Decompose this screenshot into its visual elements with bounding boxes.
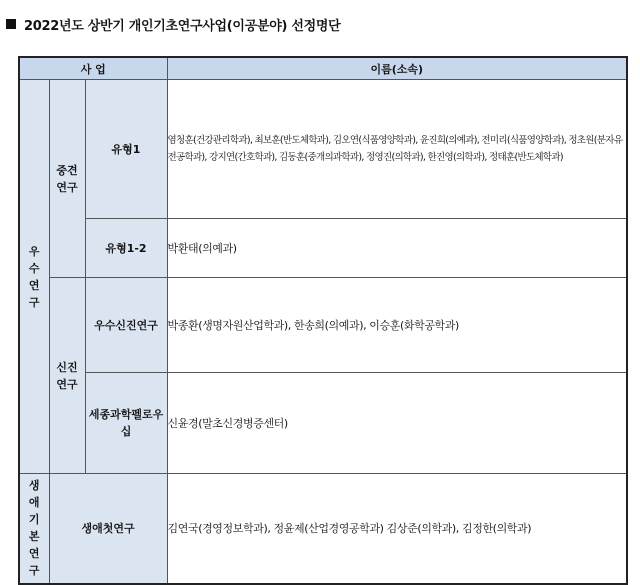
excellent-new-names: 박종환(생명자원산업학과), 한송희(의예과), 이승훈(화학공학과) [167,278,627,373]
table-row [19,474,627,584]
heading-text: 2022년도 상반기 개인기초연구사업(이공분야) 선정명단 [24,18,341,34]
sejong-label: 세종과학펠로우십 [85,373,167,474]
table-row [19,80,627,219]
category-new-researcher: 신진연구 [49,278,85,474]
document-heading [6,14,340,34]
category-mid-career: 중견연구 [49,80,85,278]
category-excellent: 우수연구 [19,80,49,474]
type1-names: 염청훈(건강관리학과), 최보훈(반도체학과), 김오연(식품영양학과), 윤진희(의예과), 전미리(식품영양학과), 정초원(분자유전공학과), 강지연(간호학과), 김동훈(중개의과학과), 정영진(의학과), 한진영(의학과), 정태훈(반도체학과) [167,80,627,219]
table-row [19,373,627,474]
header-business: 사 업 [19,57,167,80]
lifetime-names: 김연국(경영정보학과), 정윤제(산업경영공학과) 김상준(의학과), 김정한(의학과) [167,474,627,584]
excellent-new-label: 우수신진연구 [85,278,167,373]
category-lifetime: 생애기본연구 [19,474,49,584]
table-header-row [19,57,627,80]
table-row [19,219,627,278]
header-name: 이름(소속) [167,57,627,80]
type12-names: 박환태(의예과) [167,219,627,278]
table-row [19,278,627,373]
square-bullet-icon [6,19,16,29]
type12-label: 유형1-2 [85,219,167,278]
sejong-names: 신윤경(말초신경병증센터) [167,373,627,474]
selection-table [18,56,628,585]
lifetime-label: 생애첫연구 [49,474,167,584]
type1-label: 유형1 [85,80,167,219]
